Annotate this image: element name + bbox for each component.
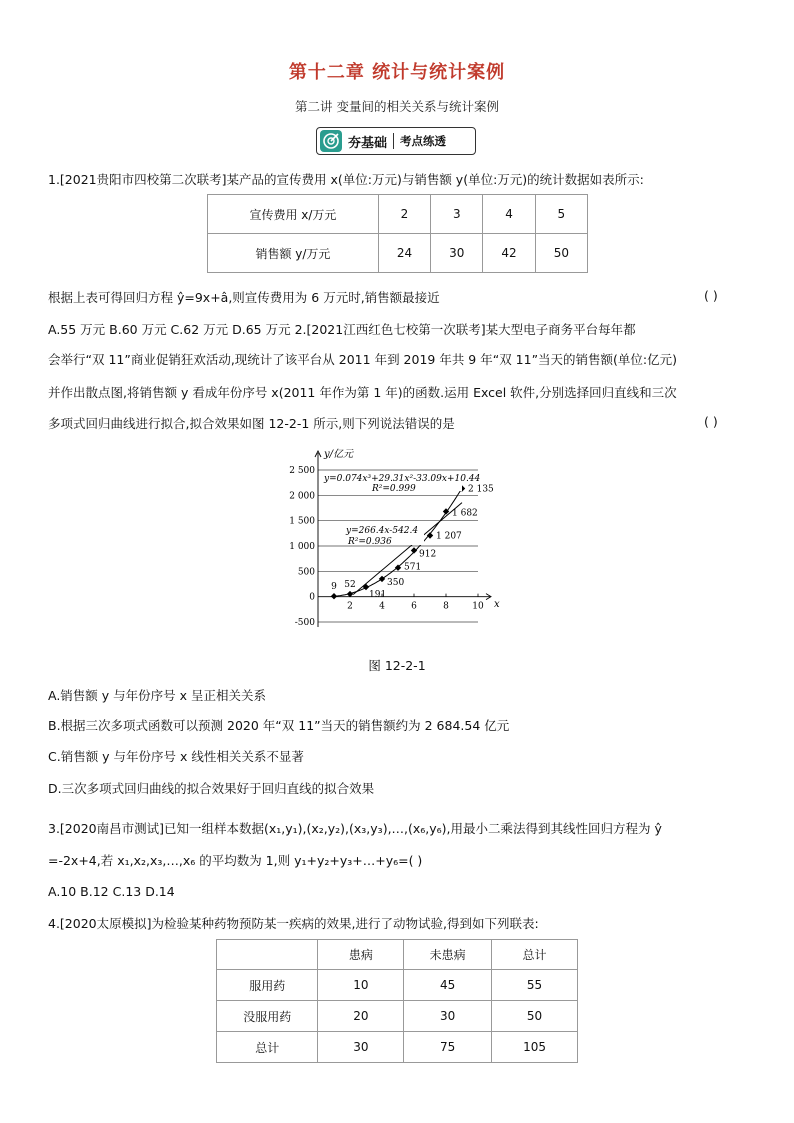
- data-label: 191: [369, 589, 387, 600]
- q4-cell: 55: [492, 970, 578, 1001]
- q1-table-row2-label: 销售额 y/万元: [208, 234, 379, 273]
- q1-table-cell: 2: [378, 195, 430, 234]
- q4-header-cell: 患病: [318, 940, 404, 970]
- badge-divider: [393, 133, 394, 149]
- q4-cell: 50: [492, 1001, 578, 1032]
- y-tick-label: 2 500: [289, 466, 315, 476]
- q2-option-b: B.根据三次多项式函数可以预测 2020 年“双 11”当天的销售额约为 2 684.54 亿元: [48, 718, 510, 733]
- q1-table-cell: 30: [431, 234, 483, 273]
- section-badge: [316, 127, 476, 155]
- x-tick-label: 10: [472, 601, 484, 612]
- x-tick-label: 2: [347, 601, 353, 612]
- q4-cell: 总计: [217, 1032, 318, 1063]
- data-label: 52: [344, 580, 356, 591]
- data-point: [411, 547, 417, 553]
- q4-cell: 75: [404, 1032, 492, 1063]
- data-label: 1 207: [436, 531, 462, 542]
- q1-answer-paren: ( ): [704, 288, 718, 303]
- y-tick-label: 1 500: [289, 516, 315, 527]
- y-tick-label: -500: [294, 618, 315, 628]
- q2-option-a: A.销售额 y 与年份序号 x 呈正相关关系: [48, 688, 266, 703]
- q1-table-cell: 3: [431, 195, 483, 234]
- section-subtitle: 第二讲 变量间的相关关系与统计案例: [295, 99, 499, 114]
- q4-cell: 服用药: [217, 970, 318, 1001]
- target-icon: [320, 130, 342, 152]
- x-tick-label: 6: [411, 601, 417, 612]
- linear-r2: R²=0.936: [348, 537, 392, 547]
- linear-fit-line: [353, 503, 462, 595]
- data-label: 350: [387, 577, 405, 588]
- y-tick-label: 0: [309, 592, 315, 603]
- q4-cell: 105: [492, 1032, 578, 1063]
- q1-table-cell: 4: [483, 195, 535, 234]
- q2-option-c: C.销售额 y 与年份序号 x 线性相关关系不显著: [48, 749, 304, 764]
- y-tick-label: 1 000: [289, 542, 315, 552]
- q2-answer-paren: ( ): [704, 414, 718, 429]
- data-point: [427, 532, 433, 538]
- q4-stem: 4.[2020太原模拟]为检验某种药物预防某一疾病的效果,进行了动物试验,得到如下列联表:: [48, 916, 539, 931]
- q1-table-cell: 50: [535, 234, 587, 273]
- q4-cell: 30: [318, 1032, 404, 1063]
- q3-options: A.10 B.12 C.13 D.14: [48, 884, 175, 899]
- y-tick-label: 2 000: [289, 491, 315, 502]
- q1-table-cell: 24: [378, 234, 430, 273]
- y-tick-label: 500: [297, 567, 315, 578]
- q1-body: 根据上表可得回归方程 ŷ=9x+â,则宣传费用为 6 万元时,销售额最接近: [48, 290, 440, 305]
- q2-line3: 并作出散点图,将销售额 y 看成年份序号 x(2011 年作为第 1 年)的函数.运用 Excel 软件,分别选择回归直线和三次: [48, 385, 677, 400]
- q3-line2: =-2x+4,若 x₁,x₂,x₃,…,x₆ 的平均数为 1,则 y₁+y₂+y₃+…+y₆=( ): [48, 853, 423, 868]
- q4-cell: 45: [404, 970, 492, 1001]
- q4-contingency-table: [216, 939, 578, 1063]
- q4-header-cell: 未患病: [404, 940, 492, 970]
- q2-line4: 多项式回归曲线进行拟合,拟合效果如图 12-2-1 所示,则下列说法错误的是: [48, 416, 455, 431]
- q4-cell: 没服用药: [217, 1001, 318, 1032]
- data-label: 912: [419, 549, 437, 560]
- data-point: [331, 593, 337, 599]
- q2-stem: 2.[2021江西红色七校第一次联考]某大型电子商务平台每年都: [294, 322, 636, 337]
- q4-cell: 20: [318, 1001, 404, 1032]
- x-tick-label: 4: [379, 601, 385, 612]
- q4-cell: 30: [404, 1001, 492, 1032]
- figure-caption: 图 12-2-1: [368, 658, 426, 673]
- q1-table: [207, 194, 588, 273]
- q1-table-cell: 5: [535, 195, 587, 234]
- chart-ylabel: y/亿元: [324, 449, 354, 460]
- q1-table-row1-label: 宣传费用 x/万元: [208, 195, 379, 234]
- q1-q2-line: [48, 320, 636, 340]
- data-point: [379, 576, 385, 582]
- q4-header-cell: [217, 940, 318, 970]
- data-label: 571: [404, 562, 422, 573]
- q4-cell: 10: [318, 970, 404, 1001]
- linear-equation: y=266.4x-542.4: [346, 526, 419, 536]
- q2-line2: 会举行“双 11”商业促销狂欢活动,现统计了该平台从 2011 年到 2019 年共 9 年“双 11”当天的销售额(单位:亿元): [48, 352, 678, 367]
- q3-line1: 3.[2020南昌市测试]已知一组样本数据(x₁,y₁),(x₂,y₂),(x₃,y₃),…,(x₆,y₆),用最小二乘法得到其线性回归方程为 ŷ: [48, 821, 662, 836]
- cubic-equation: y=0.074x³+29.31x²-33.09x+10.44: [324, 474, 481, 484]
- q1-stem: 1.[2021贵阳市四校第二次联考]某产品的宣传费用 x(单位:万元)与销售额 y(单位:万元)的统计数据如表所示:: [48, 172, 644, 187]
- q1-options: A.55 万元 B.60 万元 C.62 万元 D.65 万元: [48, 322, 291, 337]
- q1-table-cell: 42: [483, 234, 535, 273]
- badge-sub-label: 考点练透: [400, 134, 447, 148]
- data-label: 2 135: [468, 484, 494, 495]
- data-label: 1 682: [452, 508, 478, 519]
- chart-xlabel: x: [494, 599, 500, 610]
- scatter-chart: [288, 445, 508, 645]
- badge-main-label: 夯基础: [348, 135, 388, 151]
- cubic-r2: R²=0.999: [372, 484, 416, 494]
- q2-option-d: D.三次多项式回归曲线的拟合效果好于回归直线的拟合效果: [48, 781, 375, 796]
- q4-header-cell: 总计: [492, 940, 578, 970]
- chapter-title: 第十二章 统计与统计案例: [288, 62, 506, 83]
- data-label: 9: [331, 582, 337, 593]
- x-tick-label: 8: [443, 601, 449, 612]
